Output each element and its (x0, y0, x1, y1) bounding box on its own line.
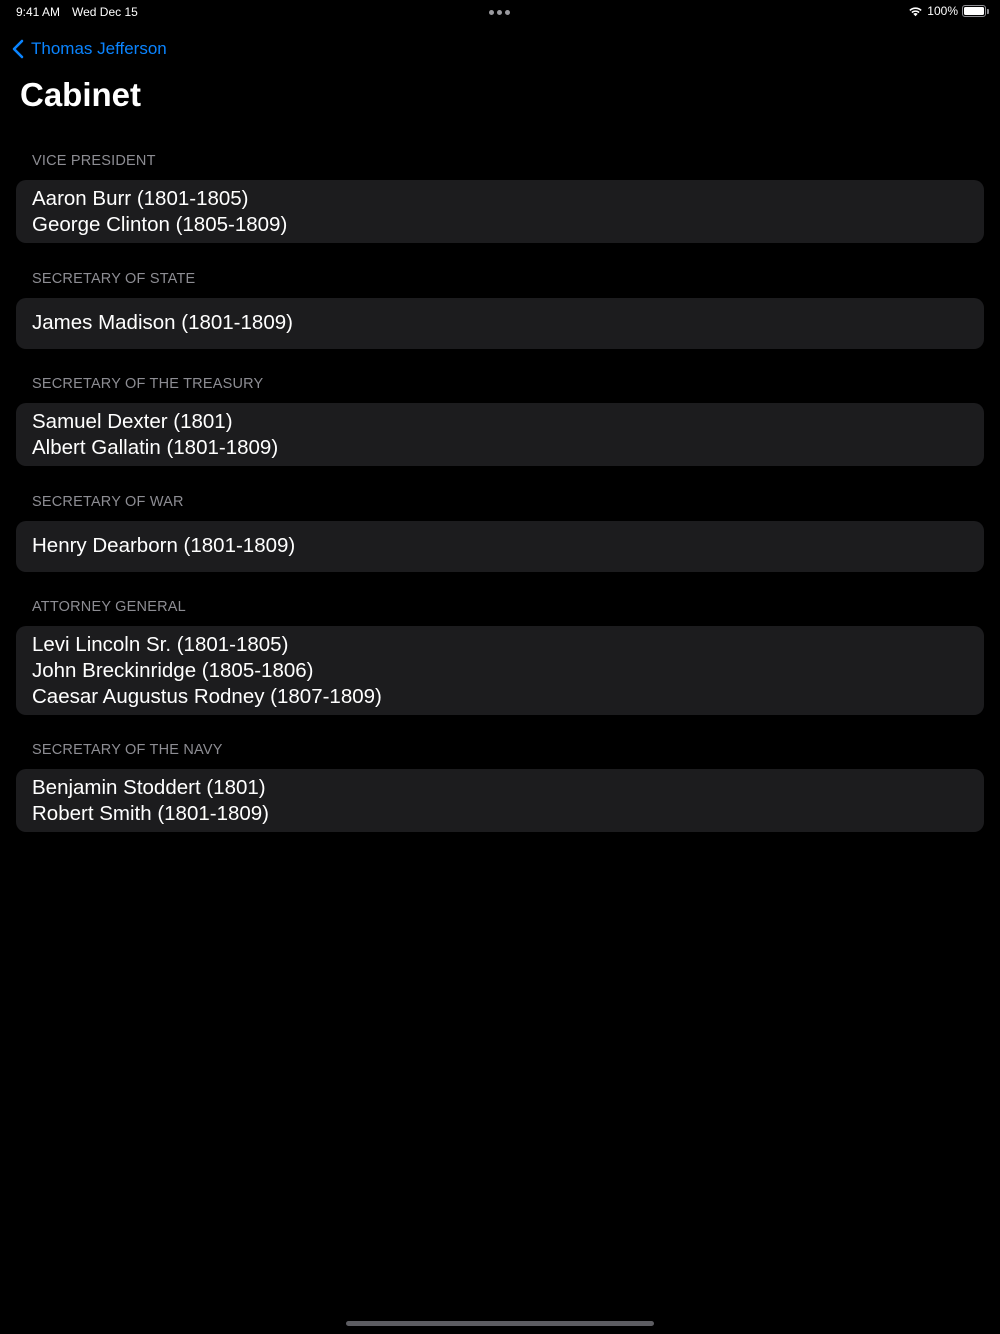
list-item: Levi Lincoln Sr. (1801-1805) (32, 633, 289, 656)
back-button[interactable] (12, 36, 167, 62)
list-item: Benjamin Stoddert (1801) (32, 776, 266, 799)
section-secretary-of-war (16, 494, 984, 572)
section-header: SECRETARY OF THE TREASURY (32, 376, 264, 392)
list-item: Aaron Burr (1801-1805) (32, 187, 249, 210)
section-card (16, 626, 984, 715)
list-item: Henry Dearborn (1801-1809) (32, 534, 296, 557)
chevron-left-icon (12, 39, 24, 59)
section-header: SECRETARY OF WAR (32, 494, 184, 510)
list-item: Samuel Dexter (1801) (32, 410, 233, 433)
section-card (16, 403, 984, 466)
list-item: Caesar Augustus Rodney (1807-1809) (32, 685, 382, 708)
wifi-icon (908, 5, 923, 17)
status-time: 9:41 AM (16, 5, 61, 19)
status-bar (0, 0, 1000, 24)
section-secretary-of-the-treasury (16, 376, 984, 466)
section-card (16, 769, 984, 832)
list-item: Albert Gallatin (1801-1809) (32, 436, 279, 459)
page-title: Cabinet (20, 76, 142, 113)
section-header: ATTORNEY GENERAL (32, 599, 186, 615)
list-item: George Clinton (1805-1809) (32, 213, 288, 236)
section-card (16, 521, 984, 572)
section-header: SECRETARY OF STATE (32, 271, 196, 287)
section-vice-president (16, 153, 984, 243)
section-attorney-general (16, 599, 984, 715)
section-card (16, 180, 984, 243)
battery-icon (962, 5, 986, 17)
more-dots-icon[interactable] (489, 10, 510, 15)
list-item: James Madison (1801-1809) (32, 311, 293, 334)
section-card (16, 298, 984, 349)
section-secretary-of-the-navy (16, 742, 984, 832)
section-secretary-of-state (16, 271, 984, 349)
section-header: VICE PRESIDENT (32, 153, 156, 169)
battery-percent: 100% (927, 4, 958, 18)
list-item: John Breckinridge (1805-1806) (32, 659, 314, 682)
home-indicator[interactable] (346, 1321, 654, 1326)
back-button-label: Thomas Jefferson (31, 39, 167, 58)
status-right (908, 4, 986, 18)
section-header: SECRETARY OF THE NAVY (32, 742, 223, 758)
list-item: Robert Smith (1801-1809) (32, 802, 270, 825)
status-date: Wed Dec 15 (72, 5, 138, 19)
